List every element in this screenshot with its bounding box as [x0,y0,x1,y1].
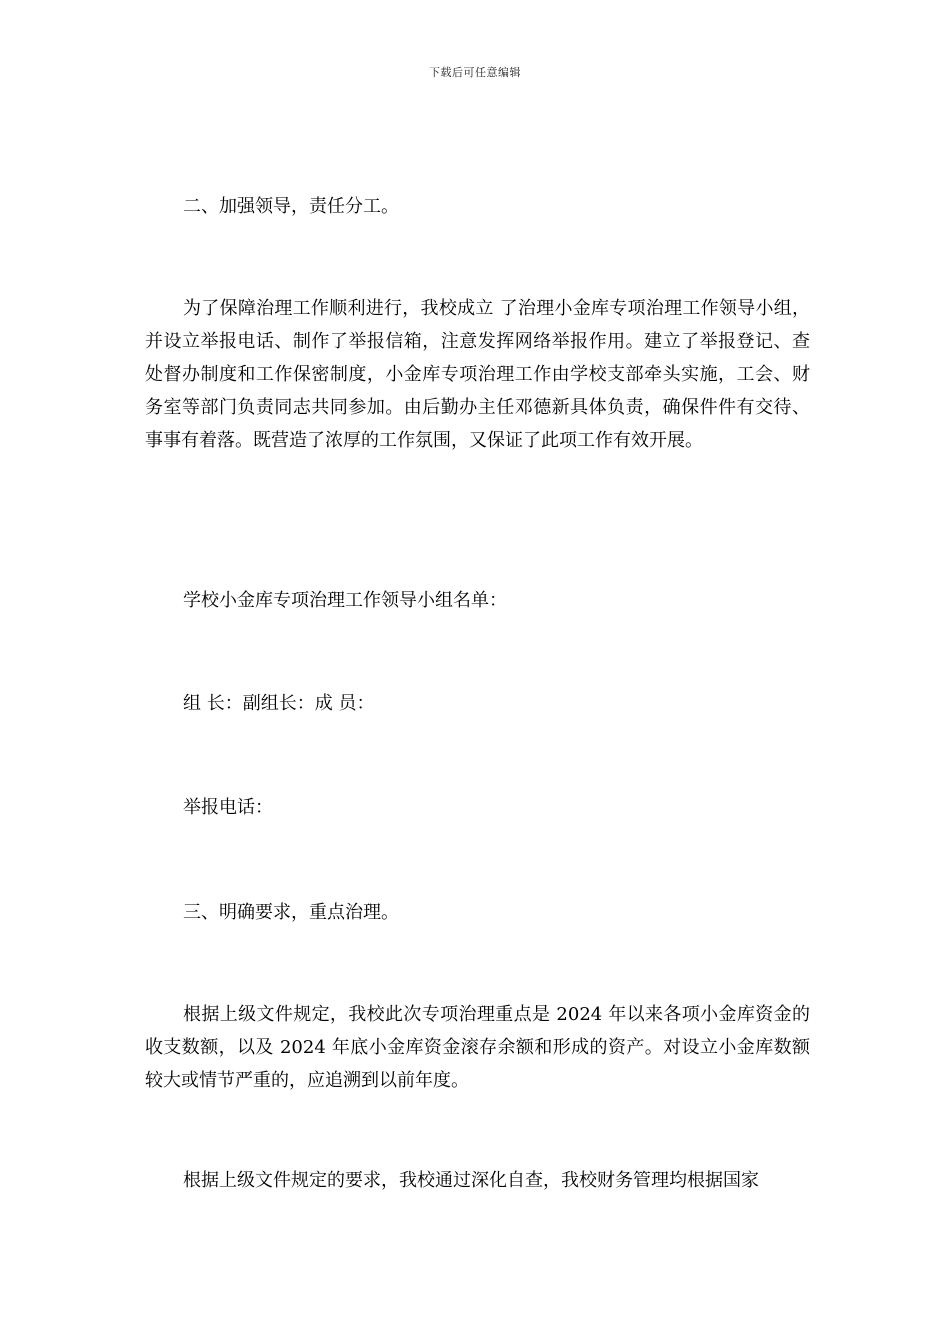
final-paragraph: 根据上级文件规定的要求，我校通过深化自查，我校财务管理均根据国家 [183,1170,759,1191]
report-phone-line: 举报电话： [183,797,273,818]
page-header-note: 下载后可任意编辑 [429,66,521,79]
section-2-paragraph: 为了保障治理工作顺利进行，我校成立 了治理小金库专项治理工作领导小组，并设立举报电话、制作了举报信箱，注意发挥网络举报作用。建立了举报登记、查处督办制度和工作保密制度，小金库专项治理工作由学校支部牵头实施，工会、财务室等部门负责同志共同参加。由后勤办主任邓德新具体负责，确保件件有交待、事事有着落。既营造了浓厚的工作氛围，又保证了此项工作有效开展。 [145,298,810,451]
leader-roles-line: 组 长：副组长：成 员： [183,693,375,714]
section-3-heading: 三、明确要求，重点治理。 [183,902,399,923]
leader-list-heading: 学校小金库专项治理工作领导小组名单： [183,590,507,611]
section-2-heading: 二、加强领导，责任分工。 [183,196,399,217]
section-3-paragraph: 根据上级文件规定，我校此次专项治理重点是 2024 年以来各项小金库资金的收支数额，以及 2024 年底小金库资金滚存余额和形成的资产。对设立小金库数额较大或情节严重的，应追溯到以前年度。 [145,1004,810,1091]
